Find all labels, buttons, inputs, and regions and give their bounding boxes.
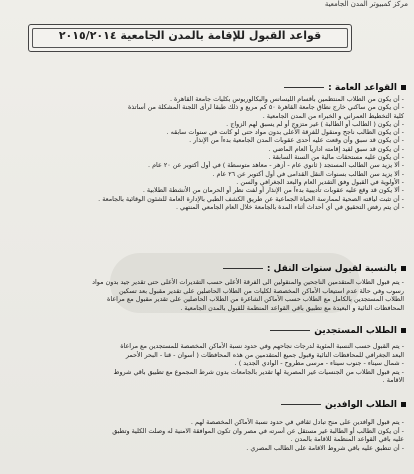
heading-underline — [270, 330, 310, 331]
general-rule-item: - الأولوية في القبول وفق التقدير العام والبعد الجغرافي والسن . — [236, 177, 404, 186]
title-box — [28, 24, 352, 52]
expat-line: - أن تنطبق عليه باقي شروط الاقامة على الطالب المصري . — [246, 443, 404, 452]
new-students-heading-text: الطلاب المستجدين — [314, 326, 397, 336]
general-rule-item: - أن تثبت لياقته الصحية لممارسة الحياة الجماعية عن طريق الكشف الطبي بالإدارة العامة للشئون الوقائية بالجامعة . — [98, 194, 404, 203]
general-rules-heading-text: القواعد العامة : — [328, 83, 397, 93]
section-bullet-icon — [401, 266, 406, 271]
general-rules-heading — [284, 83, 406, 93]
expat-paragraph — [10, 418, 404, 452]
general-rule-item: كلية التخطيط العمراني و الخبراء من المدن الجامعية . — [262, 111, 404, 120]
section-bullet-icon — [401, 402, 406, 407]
general-rule-item: - أن يكون الطالب ناجح ومنقول للفرقة الأعلى بدون مواد حتى لو كانت في سنوات سابقه . — [166, 128, 404, 137]
new-students-line: - يتم قبول الطلاب من الجنسيات غير المصرية لها تقدير بالجامعات بدون شرط المجموع مع تطبيق باقي شروط — [113, 367, 404, 376]
general-rule-item: - أن يكون ( الطالب أو الطالبة ) غير متزوج أو لم يسبق لهم الزواج . — [226, 119, 404, 128]
transfer-paragraph — [10, 278, 404, 312]
general-rule-item: - ألا يزيد سن الطالب بسنوات النقل القدامى في أول أكتوبر عن ٢٦ عام . — [212, 169, 404, 178]
general-rule-item: - ألا يكون قد وقع عليه عقوبات تأديبية بدءاً من الإنذار أو لفت نظر أو الحرمان من الأنشطة الطلابية . — [142, 186, 404, 195]
expat-line: عليه باقي القواعد المنظمة للاقامة بالمدن . — [290, 435, 404, 444]
expat-heading — [281, 400, 406, 410]
new-students-line: البعد الجغرافي للمحافظات النائية وقبول جميع المتقدمين من هذه المحافظات ( أسوان - قنا - البحر الأحمر — [125, 350, 404, 359]
expat-line: - أن يكون الطالب أو الطالبة غير مستقل عن أسرته في مصر وان تكون الموافقة الامنية له وصلت الكلية وتطبق — [112, 426, 404, 435]
heading-underline — [223, 268, 263, 269]
header-note: مركز كمبيوتر المدن الجامعية — [324, 0, 408, 8]
transfer-line: رسوب وفي حالة عدم استيعاب الأماكن المخصصة لكليات من الطلاب الحاصلين على تقدير مقبول بعد تسكين — [118, 286, 404, 295]
new-students-line: - شمال سيناء - جنوب سيناء - مرسى مطروح - الوادي الجديد ) . — [234, 359, 404, 368]
new-students-paragraph — [10, 342, 404, 385]
heading-underline — [284, 87, 324, 88]
general-rule-item: - أن يتم رفض التحقيق في أي أحداث أثناء المدة بالجامعة خلال العام الجامعي المنتهي . — [175, 202, 404, 211]
general-rule-item: - أن يكون قد سبق وأن وقعت عليه أحدى عقوبات المدن الجامعية بدءاً من الإنذار . — [189, 136, 404, 145]
new-students-line: - يتم القبول حسب النسبة المئوية لدرجات نجاحهم وفي حدود نسبة الأماكن المخصصة للمستجدين مع مراعاة — [120, 342, 404, 350]
general-rule-item: - أن يكون قد سبق لقيد إقامته ادارياً العام الماضي . — [268, 144, 404, 153]
page-title: قواعد القبول للإقامة بالمدن الجامعية ٢٠١٥/٢٠١٤ — [58, 29, 322, 42]
section-bullet-icon — [401, 85, 406, 90]
transfer-line: الطلاب المستجدين بالكامل مع الطلاب حسب الأماكن الشاغرة من الطلاب الحاصلين على تقدير مقبول مع مراعاة — [106, 295, 404, 304]
general-rule-item: - أن يكون من الطلاب المنتظمين بأقسام الليسانس والبكالوريوس بكليات جامعة القاهرة . — [169, 95, 404, 103]
transfer-heading-text: بالنسبة لقبول سنوات النقل : — [266, 264, 397, 274]
expat-heading-text: الطلاب الوافدين — [324, 400, 397, 410]
general-rule-item: - ألا يزيد سن الطالب المستجد ( ثانوي عام - أزهر - معاهد متوسطة ) في أول أكتوبر عن ٢٠ عام . — [148, 161, 404, 170]
transfer-heading — [223, 264, 406, 274]
section-bullet-icon — [401, 328, 406, 333]
transfer-line: المحافظات النائية و البعيدة مع تطبيق باقي القواعد المنظمة للقبول بالمدن الجامعية . — [180, 303, 404, 312]
expat-line: - يتم قبول الوافدين على منح تبادل ثقافي في حدود نسبة الأماكن المخصصة لهم . — [190, 418, 404, 426]
heading-underline — [281, 404, 321, 405]
new-students-line: الاقامة . — [382, 376, 404, 385]
general-rule-item: - أن يكون عليه مستحقات مالية من السنة السابقة . — [268, 153, 404, 162]
transfer-line: - يتم قبول الطلاب المتقدمين الناجحين والمنقولين الى الفرقة الأعلى حسب التقديرات الأعلى حتى تقدير جيد بدون مواد — [92, 278, 404, 286]
new-students-heading — [270, 326, 406, 336]
general-rules-list — [10, 95, 404, 211]
general-rule-item: - أن يكون من ساكني خارج نطاق جامعة القاهرة ٥٠ كم مربع و ذلك طبقا لرأى اللجنة المشكلة من أساتذة — [128, 103, 404, 112]
